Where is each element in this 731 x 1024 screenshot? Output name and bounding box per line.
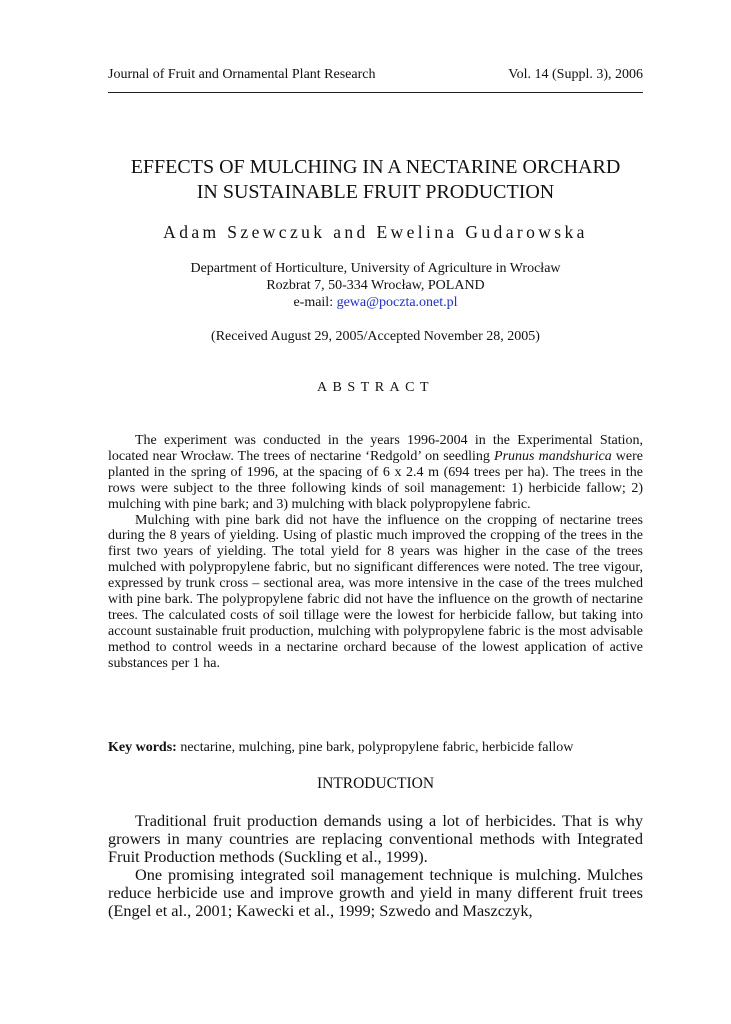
species-name: Prunus mandshurica [494, 448, 612, 464]
title-line-2: IN SUSTAINABLE FRUIT PRODUCTION [196, 181, 555, 203]
keywords-text: nectarine, mulching, pine bark, polypropylene fabric, herbicide fallow [176, 740, 574, 755]
email-link[interactable]: gewa@poczta.onet.pl [336, 295, 458, 310]
paper-title [108, 155, 643, 205]
intro-paragraph-2: One promising integrated soil management technique is mulching. Mulches reduce herbicide use and improve growth and yield in many different fruit trees (Engel et al., 2001; Kawecki et al., 1999; Szwedo and Maszczyk, [108, 865, 643, 920]
email-line [108, 294, 643, 311]
header-rule [108, 92, 643, 93]
abstract-paragraph-2: Mulching with pine bark did not have the influence on the cropping of nectarine trees during the 8 years of yielding. Using of plastic much improved the cropping of the trees in the first two years of yielding. The total yield for 8 years was higher in the case of the trees mulched with polypropylene fabric, but no significant differences were noted. The tree vigour, expressed by trunk cross – sectional area, was more intensive in the case of the trees mulched with pine bark. The polypropylene fabric did not have the influence on the growth of nectarine trees. The calculated costs of soil tillage were the lowest for herbicide fallow, but taking into account sustainable fruit production, mulching with polypropylene fabric is the most advisable method to control weeds in a nectarine orchard because of the lowest application of active substances per 1 ha. [108, 512, 643, 671]
abstract-body [108, 433, 643, 672]
intro-paragraph-1: Traditional fruit production demands using a lot of herbicides. That is why growers in many countries are replacing conventional methods with Integrated Fruit Production methods (Suckling et al., 1999). [108, 811, 643, 866]
authors: Adam Szewczuk and Ewelina Gudarowska [163, 222, 588, 242]
running-head [108, 66, 643, 84]
abstract-p1-start: The experiment was conducted in the years 1996-2004 in the Experimental Station, located near Wrocław. The trees of nectarine ‘Redgold’ on seedling [108, 433, 643, 464]
email-label: e-mail: [293, 295, 337, 310]
keywords [108, 739, 643, 756]
introduction-heading: INTRODUCTION [316, 775, 435, 792]
department: Department of Horticulture, University of Agriculture in Wrocław [190, 261, 561, 276]
keywords-label: Key words: [108, 740, 177, 755]
received-dates: (Received August 29, 2005/Accepted November 28, 2005) [211, 329, 540, 344]
journal-name: Journal of Fruit and Ornamental Plant Research [108, 67, 376, 82]
affiliation [108, 260, 643, 311]
title-line-1: EFFECTS OF MULCHING IN A NECTARINE ORCHARD [130, 156, 621, 178]
introduction-body [108, 812, 643, 920]
address: Rozbrat 7, 50-334 Wrocław, POLAND [266, 278, 485, 293]
abstract-paragraph-1 [108, 433, 643, 513]
volume-info: Vol. 14 (Suppl. 3), 2006 [508, 67, 643, 82]
abstract-heading: ABSTRACT [316, 380, 435, 395]
abstract-p1-end: were planted in the spring of 1996, at the spacing of 6 x 2.4 m (694 trees per ha). The trees in the rows were subject to the three following kinds of soil management: 1) herbicide fallow; 2) mulching with pine bark; and 3) mulching with black polypropylene fabric. [108, 448, 644, 512]
